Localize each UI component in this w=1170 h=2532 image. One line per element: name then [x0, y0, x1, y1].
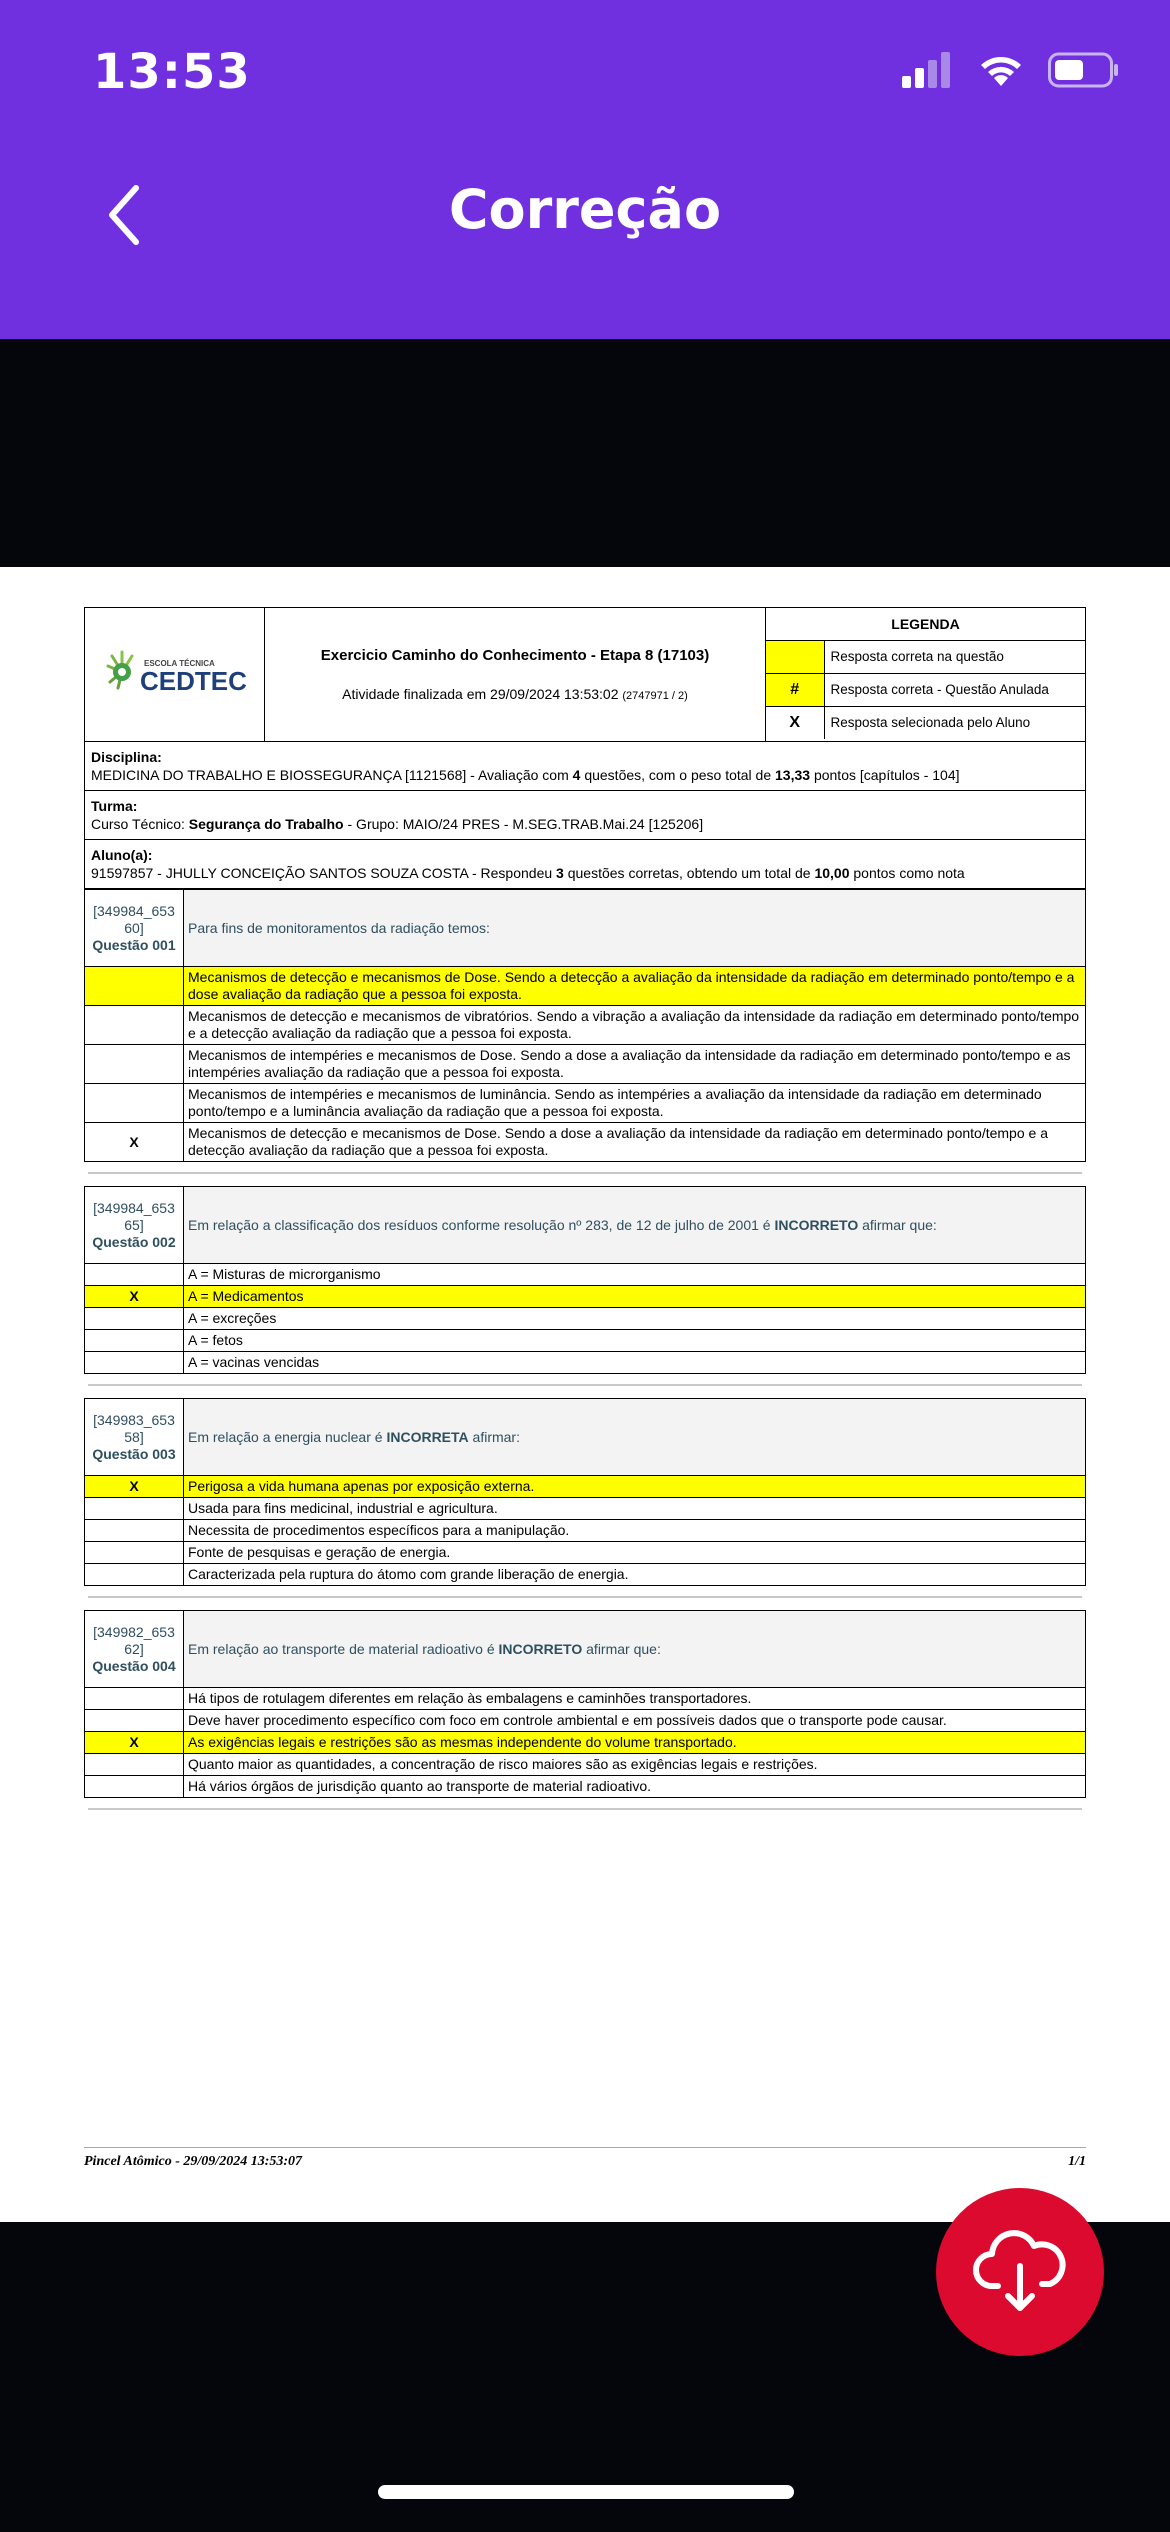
question-text: Para fins de monitoramentos da radiação temos:	[184, 890, 1086, 967]
status-icons	[900, 52, 1120, 88]
answer-mark	[85, 1352, 184, 1374]
legend-text-annulled: Resposta correta - Questão Anulada	[824, 673, 1085, 706]
status-time: 13:53	[93, 44, 251, 100]
question-table	[84, 1186, 1086, 1374]
legend-text-correct: Resposta correta na questão	[824, 640, 1085, 673]
answer-text: Usada para fins medicinal, industrial e agricultura.	[184, 1498, 1086, 1520]
answer-text: Mecanismos de detecção e mecanismos de Dose. Sendo a detecção a avaliação da intensidade da radiação em determinado ponto/tempo e a dose avaliação da radiação que a pessoa foi exposta.	[184, 967, 1086, 1006]
cloud-download-icon	[972, 2230, 1068, 2314]
answer-mark: X	[85, 1476, 184, 1498]
answer-mark: X	[85, 1123, 184, 1162]
answer-mark	[85, 1264, 184, 1286]
answer-mark	[85, 1564, 184, 1586]
answer-option	[85, 1330, 1086, 1352]
answer-mark	[85, 1330, 184, 1352]
cedtec-logo	[100, 638, 250, 708]
questions-list	[84, 889, 1086, 1810]
question-id: [349983_653 58] Questão 003	[85, 1399, 184, 1476]
activity-finished: Atividade finalizada em 29/09/2024 13:53:02 (2747971 / 2)	[342, 686, 688, 702]
question-separator	[88, 1162, 1082, 1174]
answer-text: Há tipos de rotulagem diferentes em relação às embalagens e caminhões transportadores.	[184, 1688, 1086, 1710]
wifi-icon	[976, 52, 1026, 88]
disciplina-info: Disciplina: MEDICINA DO TRABALHO E BIOSSEGURANÇA [1121568] - Avaliação com 4 questões, com o peso total de 13,33 pontos [capítulos - 104]	[85, 742, 1086, 791]
correction-sheet	[84, 607, 1086, 1822]
answer-option	[85, 1754, 1086, 1776]
answer-text: A = excreções	[184, 1308, 1086, 1330]
svg-text:CEDTEC: CEDTEC	[139, 666, 247, 696]
answer-option	[85, 1520, 1086, 1542]
answer-option	[85, 1084, 1086, 1123]
question-text: Em relação ao transporte de material radioativo é INCORRETO afirmar que:	[184, 1611, 1086, 1688]
question-separator	[88, 1798, 1082, 1810]
answer-option	[85, 1710, 1086, 1732]
aluno-info: Aluno(a): 91597857 - JHULLY CONCEIÇÃO SANTOS SOUZA COSTA - Respondeu 3 questões corretas, obtendo um total de 10,00 pontos como nota	[85, 840, 1086, 889]
answer-text: A = Misturas de microrganismo	[184, 1264, 1086, 1286]
answer-mark	[85, 1542, 184, 1564]
question-number: Questão 001	[92, 936, 176, 953]
answer-text: A = Medicamentos	[184, 1286, 1086, 1308]
answer-option	[85, 1564, 1086, 1586]
answer-option	[85, 1476, 1086, 1498]
question-id: [349982_653 62] Questão 004	[85, 1611, 184, 1688]
answer-option	[85, 1732, 1086, 1754]
activity-info	[265, 608, 766, 742]
answer-text: Necessita de procedimentos específicos para a manipulação.	[184, 1520, 1086, 1542]
answer-text: A = fetos	[184, 1330, 1086, 1352]
page-title: Correção	[448, 178, 722, 241]
answer-mark	[85, 1710, 184, 1732]
question-id: [349984_653 65] Questão 002	[85, 1187, 184, 1264]
answer-option	[85, 1308, 1086, 1330]
question-table	[84, 889, 1086, 1162]
legend-symbol-correct	[766, 640, 824, 673]
document-viewer[interactable]	[0, 567, 1170, 2222]
header-table	[84, 607, 1086, 889]
answer-mark	[85, 1045, 184, 1084]
answer-option	[85, 1352, 1086, 1374]
answer-mark	[85, 1688, 184, 1710]
answer-text: A = vacinas vencidas	[184, 1352, 1086, 1374]
answer-text: Deve haver procedimento específico com foco em controle ambiental e em possíveis dados que o transporte pode causar.	[184, 1710, 1086, 1732]
app-header	[0, 0, 1170, 339]
answer-mark: X	[85, 1732, 184, 1754]
answer-option	[85, 1286, 1086, 1308]
answer-text: Perigosa a vida humana apenas por exposição externa.	[184, 1476, 1086, 1498]
answer-mark	[85, 967, 184, 1006]
legend-symbol-selected: X	[766, 706, 824, 739]
answer-text: Mecanismos de detecção e mecanismos de vibratórios. Sendo a vibração a avaliação da intensidade da radiação em determinado ponto/tempo e a detecção avaliação da radiação que a pessoa foi exposta.	[184, 1006, 1086, 1045]
document-footer	[84, 2147, 1086, 2170]
answer-mark: X	[85, 1286, 184, 1308]
download-button[interactable]	[936, 2188, 1104, 2356]
answer-option	[85, 1006, 1086, 1045]
answer-mark	[85, 1006, 184, 1045]
answer-option	[85, 1688, 1086, 1710]
cellular-signal-icon	[900, 52, 954, 88]
answer-option	[85, 1498, 1086, 1520]
answer-mark	[85, 1084, 184, 1123]
svg-text:ESCOLA TÉCNICA: ESCOLA TÉCNICA	[143, 659, 215, 668]
legend-symbol-annulled: #	[766, 673, 824, 706]
home-indicator[interactable]	[378, 2485, 794, 2499]
answer-text: Mecanismos de detecção e mecanismos de Dose. Sendo a dose a avaliação da intensidade da radiação em determinado ponto/tempo e a detecção avaliação da radiação que a pessoa foi exposta.	[184, 1123, 1086, 1162]
answer-mark	[85, 1754, 184, 1776]
answer-mark	[85, 1520, 184, 1542]
answer-text: Quanto maior as quantidades, a concentração de risco maiores são as exigências legais e restrições.	[184, 1754, 1086, 1776]
footer-page: 1/1	[1068, 2154, 1086, 2169]
footer-source: Pincel Atômico - 29/09/2024 13:53:07	[84, 2154, 303, 2169]
answer-text: Mecanismos de intempéries e mecanismos de luminância. Sendo as intempéries a avaliação da intensidade da radiação em determinado ponto/tempo e a luminância avaliação da radiação que a pessoa foi exposta.	[184, 1084, 1086, 1123]
answer-mark	[85, 1498, 184, 1520]
answer-text: Há vários órgãos de jurisdição quanto ao transporte de material radioativo.	[184, 1776, 1086, 1798]
answer-text: Fonte de pesquisas e geração de energia.	[184, 1542, 1086, 1564]
activity-title: Exercicio Caminho do Conhecimento - Etapa 8 (17103)	[320, 647, 710, 664]
question-text: Em relação a energia nuclear é INCORRETA afirmar:	[184, 1399, 1086, 1476]
turma-info: Turma: Curso Técnico: Segurança do Trabalho - Grupo: MAIO/24 PRES - M.SEG.TRAB.Mai.24 [125206]	[85, 791, 1086, 840]
question-number: Questão 003	[92, 1445, 176, 1462]
legend-text-selected: Resposta selecionada pelo Aluno	[830, 715, 1031, 731]
answer-option	[85, 1264, 1086, 1286]
answer-text: Mecanismos de intempéries e mecanismos de Dose. Sendo a dose a avaliação da intensidade da radiação em determinado ponto/tempo e as intempéries avaliação da radiação que a pessoa foi exposta.	[184, 1045, 1086, 1084]
answer-option	[85, 1542, 1086, 1564]
question-table	[84, 1610, 1086, 1798]
question-separator	[88, 1586, 1082, 1598]
answer-option	[85, 1776, 1086, 1798]
answer-mark	[85, 1776, 184, 1798]
battery-icon	[1048, 52, 1120, 88]
answer-mark	[85, 1308, 184, 1330]
legend-heading: LEGENDA	[766, 608, 1085, 640]
question-table	[84, 1398, 1086, 1586]
answer-option	[85, 1123, 1086, 1162]
school-logo	[85, 608, 265, 742]
question-number: Questão 004	[92, 1657, 176, 1674]
legend	[766, 608, 1086, 742]
answer-text: As exigências legais e restrições são as mesmas independente do volume transportado.	[184, 1732, 1086, 1754]
answer-text: Caracterizada pela ruptura do átomo com grande liberação de energia.	[184, 1564, 1086, 1586]
question-text: Em relação a classificação dos resíduos conforme resolução nº 283, de 12 de julho de 2001 é INCORRETO afirmar que:	[184, 1187, 1086, 1264]
question-id: [349984_653 60] Questão 001	[85, 890, 184, 967]
answer-option	[85, 967, 1086, 1006]
answer-option	[85, 1045, 1086, 1084]
question-separator	[88, 1374, 1082, 1386]
question-number: Questão 002	[92, 1233, 176, 1250]
